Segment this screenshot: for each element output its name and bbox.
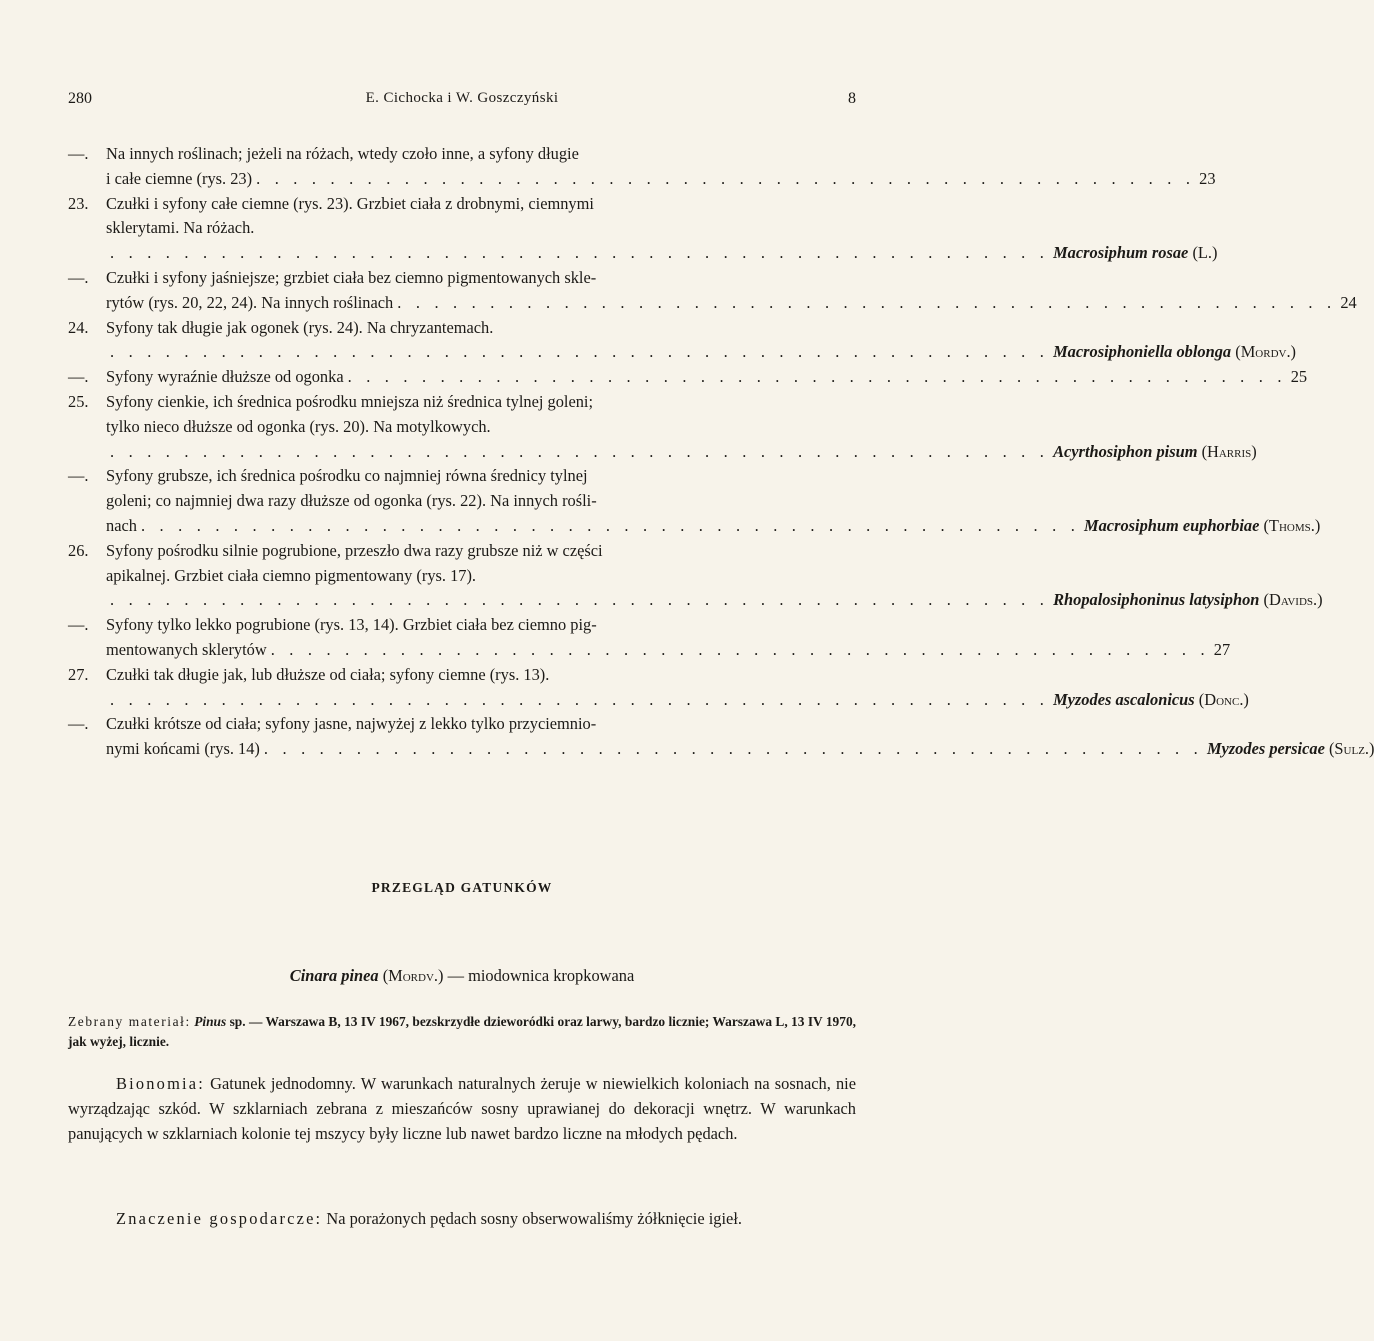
key-entry-target <box>1291 365 1307 390</box>
key-entry <box>68 192 1218 266</box>
key-entry-number: —. <box>68 714 89 734</box>
key-entry-lead-text: nach <box>106 515 137 535</box>
economic-significance-paragraph <box>68 1206 856 1231</box>
dot-leader: . . . . . . . . . . . . . . . . . . . . . . . . . . . . . . . . . . . . . . . . . . . . . . . . . . . <box>140 515 1081 535</box>
key-entry-target <box>1199 167 1215 192</box>
key-entry-number: —. <box>68 466 89 486</box>
key-species-name: Myzodes ascalonicus <box>1053 689 1195 709</box>
key-entry <box>68 266 1357 316</box>
key-entry-body <box>106 192 1217 266</box>
key-entry <box>68 316 1297 366</box>
key-entry-line: Syfony tylko lekko pogrubione (rys. 13, 14). Grzbiet ciała bez ciemno pig- <box>106 615 597 635</box>
dot-leader: . . . . . . . . . . . . . . . . . . . . . . . . . . . . . . . . . . . . . . . . . . . . . . . . . . . <box>270 639 1210 659</box>
key-entry-body <box>106 712 1374 762</box>
key-entry-lead-text: mentowanych sklerytów <box>106 639 267 659</box>
key-entry-number: —. <box>68 144 89 163</box>
key-entry-lead-text: rytów (rys. 20, 22, 24). Na innych roślinach <box>106 292 394 312</box>
key-entry-line: Czułki i syfony całe ciemne (rys. 23). Grzbiet ciała z drobnymi, ciemnymi <box>106 193 594 213</box>
key-entry <box>68 142 1216 192</box>
key-couplet-reference: 24 <box>1340 292 1357 312</box>
key-species-name: Myzodes persicae <box>1206 739 1325 759</box>
material-genus: Pinus <box>194 1014 227 1029</box>
key-couplet-reference: 25 <box>1290 367 1308 387</box>
key-entry-body <box>106 663 1249 713</box>
economic-significance-label: Znaczenie gospodarcze: <box>116 1209 323 1228</box>
page-number: 280 <box>68 90 92 107</box>
key-entry-body <box>106 464 1320 538</box>
key-entry-number: —. <box>68 267 89 287</box>
key-entry-line: sklerytami. Na różach. <box>106 218 255 238</box>
key-entry-body <box>106 539 1323 613</box>
key-entry-number: —. <box>68 615 89 635</box>
dot-leader: . . . . . . . . . . . . . . . . . . . . . . . . . . . . . . . . . . . . . . . . . . . . . . . . . . . <box>110 342 1050 362</box>
key-entry-lead-line <box>106 440 1257 465</box>
key-entry-line: Syfony tak długie jak ogonek (rys. 24). Na chryzantemach. <box>106 317 494 337</box>
key-species-author: (Mordv.) <box>1235 342 1297 362</box>
key-couplet-reference: 27 <box>1213 639 1231 659</box>
key-entry-line: Syfony pośrodku silnie pogrubione, przeszło dwa razy grubsze niż w części <box>106 540 603 560</box>
key-entry-target <box>1340 291 1356 316</box>
key-entry <box>68 712 1374 762</box>
running-title: E. Cichocka i W. Goszczyński <box>365 90 559 106</box>
key-species-author: (Donc.) <box>1198 689 1249 709</box>
section-title: PRZEGLĄD GATUNKÓW <box>371 880 553 895</box>
key-entry-line: Na innych roślinach; jeżeli na różach, wtedy czoło inne, a syfony długie <box>106 144 579 163</box>
key-entry-line: apikalnej. Grzbiet ciała ciemno pigmentowany (rys. 17). <box>106 565 477 585</box>
dot-leader: . . . . . . . . . . . . . . . . . . . . . . . . . . . . . . . . . . . . . . . . . . . . . . . . . . . <box>110 689 1050 709</box>
dot-leader: . . . . . . . . . . . . . . . . . . . . . . . . . . . . . . . . . . . . . . . . . . . . . . . . . . . <box>397 292 1337 312</box>
key-species-author: (Harris) <box>1201 441 1257 461</box>
key-entry <box>68 539 1323 613</box>
key-species-author: (Sulz.) <box>1328 739 1374 759</box>
key-entry-target <box>1053 241 1217 266</box>
key-species-author: (L.) <box>1192 243 1218 263</box>
key-entry-number: 24. <box>68 317 89 337</box>
key-entry-target <box>1053 440 1257 465</box>
key-species-author: (Thoms.) <box>1263 515 1321 535</box>
key-entry-target <box>1214 638 1230 663</box>
key-entry <box>68 464 1321 538</box>
bionomia-text: Gatunek jednodomny. W warunkach naturalnych żeruje w niewielkich koloniach na sosnach, nie wyrządzając szkód. W szklarniach zebrana z mieszańców sosny uprawianej do dekoracji wnętrz. W warunkach panujących w szklarniach kolonie tej mszycy były liczne lub nawet bardzo liczne na młodych pędach. <box>68 1074 856 1144</box>
dot-leader: . . . . . . . . . . . . . . . . . . . . . . . . . . . . . . . . . . . . . . . . . . . . . . . . . . . <box>263 739 1203 759</box>
key-entry-line: Czułki krótsze od ciała; syfony jasne, najwyżej z lekko tylko przyciemnio- <box>106 714 597 734</box>
species-name: Cinara pinea <box>289 966 379 985</box>
key-entry-lead-line <box>106 638 1230 663</box>
key-species-author: (Davids.) <box>1263 590 1323 610</box>
species-common-name: miodownica kropkowana <box>468 966 635 985</box>
dot-leader: . . . . . . . . . . . . . . . . . . . . . . . . . . . . . . . . . . . . . . . . . . . . . . . . . . . <box>110 243 1050 263</box>
species-separator: — <box>447 966 464 985</box>
key-species-name: Rhopalosiphoninus latysiphon <box>1053 590 1260 610</box>
key-entry-number: 26. <box>68 540 89 560</box>
key-species-name: Acyrthosiphon pisum <box>1053 441 1198 461</box>
key-entry-line: Syfony cienkie, ich średnica pośrodku mniejsza niż średnica tylnej goleni; <box>106 391 594 411</box>
page-header <box>68 90 856 114</box>
key-entry-body <box>106 316 1296 366</box>
key-entry-target <box>1053 588 1323 613</box>
key-entry-body <box>106 266 1357 316</box>
material-text: sp. — Warszawa B, 13 IV 1967, bezskrzydłe dzieworódki oraz larwy, bardzo licznie; Warszawa L, 13 IV 1970, jak wyżej, licznie. <box>68 1014 856 1049</box>
key-entry-lead-text: i całe ciemne (rys. 23) <box>106 168 253 188</box>
key-entry-lead-line <box>106 688 1249 713</box>
key-entry-number: 23. <box>68 193 89 213</box>
key-entry <box>68 390 1257 464</box>
key-entry-target <box>1053 340 1296 365</box>
key-entry-number: 25. <box>68 391 89 411</box>
dot-leader: . . . . . . . . . . . . . . . . . . . . . . . . . . . . . . . . . . . . . . . . . . . . . . . . . . . <box>110 590 1050 610</box>
key-entry-lead-line <box>106 588 1323 613</box>
key-entry <box>68 613 1231 663</box>
key-entry-lead-line <box>106 365 1307 390</box>
material-label: Zebrany materiał: <box>68 1014 191 1029</box>
key-entry-body <box>106 142 1216 192</box>
key-entry-lead-line <box>106 241 1217 266</box>
key-entry-body <box>106 365 1307 390</box>
key-entry-target <box>1053 688 1249 713</box>
identification-key <box>68 142 1374 762</box>
key-couplet-reference: 23 <box>1199 168 1216 188</box>
species-heading <box>68 966 856 986</box>
bionomia-paragraph <box>68 1071 856 1147</box>
material-paragraph <box>68 1012 856 1052</box>
key-entry-lead-line <box>106 291 1357 316</box>
key-species-name: Macrosiphum euphorbiae <box>1084 515 1260 535</box>
key-entry-target <box>1207 737 1374 762</box>
dot-leader: . . . . . . . . . . . . . . . . . . . . . . . . . . . . . . . . . . . . . . . . . . . . . . . . . . . <box>110 441 1050 461</box>
key-entry <box>68 365 1308 390</box>
key-species-name: Macrosiphoniella oblonga <box>1053 342 1232 362</box>
key-entry-target <box>1084 514 1320 539</box>
dot-leader: . . . . . . . . . . . . . . . . . . . . . . . . . . . . . . . . . . . . . . . . . . . . . . . . . . . <box>256 168 1196 188</box>
key-entry-line: Czułki tak długie jak, lub dłuższe od ciała; syfony ciemne (rys. 13). <box>106 664 550 684</box>
key-entry-line: Syfony grubsze, ich średnica pośrodku co najmniej równa średnicy tylnej <box>106 466 588 486</box>
key-entry-body <box>106 390 1257 464</box>
dot-leader: . . . . . . . . . . . . . . . . . . . . . . . . . . . . . . . . . . . . . . . . . . . . . . . . . . . <box>347 367 1287 387</box>
economic-significance-text: Na porażonych pędach sosny obserwowaliśmy żółknięcie igieł. <box>326 1209 742 1228</box>
key-entry-line: tylko nieco dłuższe od ogonka (rys. 20). Na motylkowych. <box>106 416 491 436</box>
key-entry-lead-line <box>106 737 1374 762</box>
key-entry-number: 27. <box>68 664 89 684</box>
key-entry-body <box>106 613 1230 663</box>
key-entry-number: —. <box>68 367 89 387</box>
key-entry-lead-text: nymi końcami (rys. 14) <box>106 739 260 759</box>
key-entry <box>68 663 1249 713</box>
key-entry-lead-line <box>106 167 1216 192</box>
key-entry-lead-line <box>106 514 1320 539</box>
section-number: 8 <box>848 90 856 107</box>
key-entry-line: goleni; co najmniej dwa razy dłuższe od ogonka (rys. 22). Na innych rośli- <box>106 491 597 511</box>
key-species-name: Macrosiphum rosae <box>1053 243 1189 263</box>
key-entry-lead-text: Syfony wyraźnie dłuższe od ogonka <box>106 367 344 387</box>
key-entry-line: Czułki i syfony jaśniejsze; grzbiet ciała bez ciemno pigmentowanych skle- <box>106 267 597 287</box>
species-author: (Mordv.) <box>382 966 444 985</box>
bionomia-label: Bionomia: <box>116 1074 206 1093</box>
key-entry-lead-line <box>106 340 1296 365</box>
